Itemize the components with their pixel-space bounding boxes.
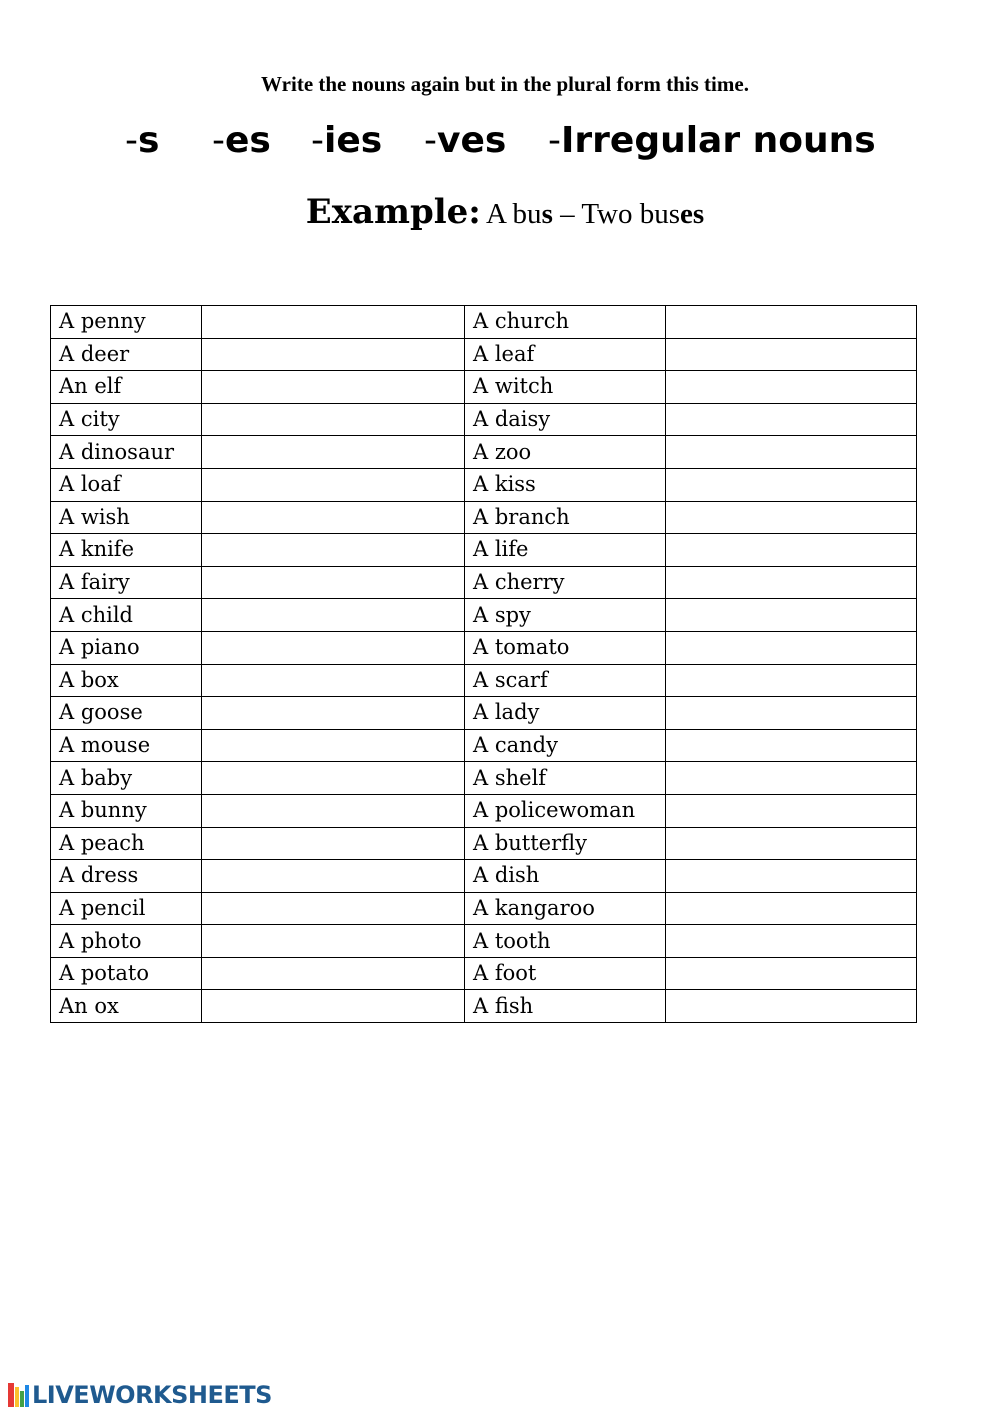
instruction-text: Write the nouns again but in the plural form this time. [261, 72, 749, 96]
answer-cell[interactable] [202, 468, 465, 501]
answer-cell[interactable] [202, 403, 465, 436]
liveworksheets-logo-icon [8, 1383, 30, 1407]
table-row [51, 338, 917, 371]
noun-cell: A photo [51, 925, 202, 958]
example-line [0, 192, 1000, 232]
answer-cell[interactable] [202, 925, 465, 958]
answer-cell[interactable] [202, 534, 465, 567]
answer-cell[interactable] [666, 664, 917, 697]
noun-cell: A piano [51, 631, 202, 664]
logo-text: LIVEWORKSHEETS [32, 1381, 272, 1409]
answer-cell[interactable] [202, 599, 465, 632]
table-row [51, 371, 917, 404]
noun-cell: A scarf [465, 664, 666, 697]
answer-cell[interactable] [202, 371, 465, 404]
table-row [51, 892, 917, 925]
answer-cell[interactable] [666, 631, 917, 664]
answer-cell[interactable] [666, 762, 917, 795]
answer-cell[interactable] [202, 436, 465, 469]
noun-cell: A dinosaur [51, 436, 202, 469]
answer-cell[interactable] [666, 729, 917, 762]
table-row [51, 957, 917, 990]
noun-cell: A kiss [465, 468, 666, 501]
example-text: A bus – Two buses [485, 198, 705, 230]
table-row [51, 631, 917, 664]
noun-cell: A baby [51, 762, 202, 795]
answer-cell[interactable] [202, 306, 465, 339]
noun-cell: A wish [51, 501, 202, 534]
noun-cell: A goose [51, 697, 202, 730]
noun-cell: A pencil [51, 892, 202, 925]
noun-cell: A child [51, 599, 202, 632]
answer-cell[interactable] [202, 892, 465, 925]
table-row [51, 403, 917, 436]
ending-irregular: -Irregular nouns [548, 120, 876, 161]
noun-cell: A kangaroo [465, 892, 666, 925]
noun-cell: A city [51, 403, 202, 436]
table-row [51, 762, 917, 795]
noun-cell: A cherry [465, 566, 666, 599]
table-row [51, 501, 917, 534]
answer-cell[interactable] [666, 794, 917, 827]
answer-cell[interactable] [202, 501, 465, 534]
answer-cell[interactable] [202, 827, 465, 860]
answer-cell[interactable] [666, 697, 917, 730]
table-row [51, 534, 917, 567]
noun-cell: A bunny [51, 794, 202, 827]
table-row [51, 729, 917, 762]
answer-cell[interactable] [666, 599, 917, 632]
answer-cell[interactable] [202, 664, 465, 697]
liveworksheets-logo [8, 1380, 272, 1410]
answer-cell[interactable] [666, 566, 917, 599]
answer-cell[interactable] [666, 860, 917, 893]
answer-cell[interactable] [202, 697, 465, 730]
noun-cell: A peach [51, 827, 202, 860]
noun-cell: A deer [51, 338, 202, 371]
table-row [51, 697, 917, 730]
noun-cell: A foot [465, 957, 666, 990]
table-row [51, 468, 917, 501]
noun-cell: A dress [51, 860, 202, 893]
nouns-table [50, 305, 917, 1023]
answer-cell[interactable] [202, 338, 465, 371]
noun-cell: A leaf [465, 338, 666, 371]
answer-cell[interactable] [666, 957, 917, 990]
answer-cell[interactable] [666, 338, 917, 371]
noun-cell: A tooth [465, 925, 666, 958]
answer-cell[interactable] [202, 566, 465, 599]
noun-cell: A potato [51, 957, 202, 990]
ending-es: -es [212, 120, 271, 161]
noun-cell: A fairy [51, 566, 202, 599]
noun-cell: A candy [465, 729, 666, 762]
noun-cell: A daisy [465, 403, 666, 436]
answer-cell[interactable] [666, 534, 917, 567]
noun-cell: A spy [465, 599, 666, 632]
noun-cell: A box [51, 664, 202, 697]
noun-cell: An ox [51, 990, 202, 1023]
table-row [51, 990, 917, 1023]
answer-cell[interactable] [666, 403, 917, 436]
answer-cell[interactable] [666, 892, 917, 925]
noun-cell: A butterfly [465, 827, 666, 860]
answer-cell[interactable] [202, 762, 465, 795]
answer-cell[interactable] [666, 501, 917, 534]
answer-cell[interactable] [666, 436, 917, 469]
answer-cell[interactable] [666, 468, 917, 501]
answer-cell[interactable] [666, 925, 917, 958]
ending-s: -s [125, 120, 160, 161]
noun-cell: A knife [51, 534, 202, 567]
noun-cell: A dish [465, 860, 666, 893]
ending-ves: -ves [424, 120, 507, 161]
answer-cell[interactable] [202, 990, 465, 1023]
table-row [51, 794, 917, 827]
noun-cell: A life [465, 534, 666, 567]
answer-cell[interactable] [666, 990, 917, 1023]
noun-cell: A witch [465, 371, 666, 404]
table-row [51, 925, 917, 958]
noun-cell: A fish [465, 990, 666, 1023]
table-row [51, 860, 917, 893]
example-label: Example: [305, 192, 481, 232]
noun-cell: A penny [51, 306, 202, 339]
table-row [51, 664, 917, 697]
answer-cell[interactable] [666, 306, 917, 339]
noun-cell: A lady [465, 697, 666, 730]
answer-cell[interactable] [202, 631, 465, 664]
noun-cell: A church [465, 306, 666, 339]
noun-cell: A shelf [465, 762, 666, 795]
noun-cell: A policewoman [465, 794, 666, 827]
answer-cell[interactable] [202, 729, 465, 762]
answer-cell[interactable] [202, 957, 465, 990]
ending-ies: -ies [311, 120, 383, 161]
noun-cell: A mouse [51, 729, 202, 762]
noun-cell: A zoo [465, 436, 666, 469]
table-row [51, 566, 917, 599]
table-row [51, 306, 917, 339]
plural-endings-header [0, 120, 1000, 168]
noun-cell: An elf [51, 371, 202, 404]
table-row [51, 436, 917, 469]
answer-cell[interactable] [202, 794, 465, 827]
noun-cell: A tomato [465, 631, 666, 664]
table-row [51, 599, 917, 632]
noun-cell: A loaf [51, 468, 202, 501]
answer-cell[interactable] [666, 371, 917, 404]
answer-cell[interactable] [666, 827, 917, 860]
answer-cell[interactable] [202, 860, 465, 893]
noun-cell: A branch [465, 501, 666, 534]
table-row [51, 827, 917, 860]
